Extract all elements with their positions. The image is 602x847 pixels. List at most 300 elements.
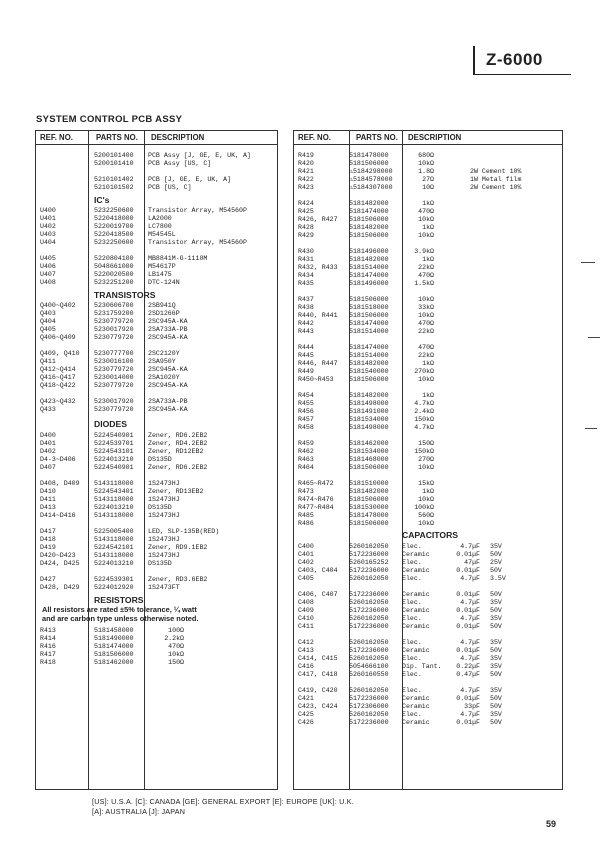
description-cell: Zener, RD6.2EB2 (148, 464, 208, 471)
description-cell: PCB Assy [US, C] (148, 160, 212, 167)
table-row (36, 390, 277, 398)
ref-cell: D420~D423 (40, 552, 76, 559)
table-row (294, 512, 562, 520)
table-row (294, 240, 562, 248)
part-number-cell: 5172236000 (349, 591, 389, 598)
table-row (36, 643, 277, 651)
ref-cell: D428, D429 (40, 584, 80, 591)
header-description: DESCRIPTION (151, 133, 205, 142)
description-cell: 2SB941Q (148, 302, 176, 309)
table-row (294, 224, 562, 232)
part-number-cell: 5232250600 (94, 207, 134, 214)
part-number-cell: 5230017920 (94, 398, 134, 405)
ref-cell: R414 (40, 635, 56, 642)
table-row (294, 288, 562, 296)
ref-cell: C409 (298, 607, 314, 614)
table-row (294, 488, 562, 496)
part-number-cell: 5224540901 (94, 432, 134, 439)
table-row (294, 296, 562, 304)
table-row (294, 264, 562, 272)
ref-cell: R456 (298, 408, 314, 415)
part-number-cell: 5260162050 (349, 543, 389, 550)
part-number-cell: 5172236000 (349, 567, 389, 574)
description-cell: PCB [J, GE, E, UK, A] (148, 176, 232, 183)
part-number-cell: 5220418500 (94, 231, 134, 238)
description-cell: LB1475 (148, 271, 172, 278)
ref-cell: C411 (298, 623, 314, 630)
part-number-cell: 5048661000 (94, 263, 134, 270)
table-row (36, 152, 277, 160)
ref-cell: R458 (298, 424, 314, 431)
voltage-cell: 50V (490, 647, 502, 654)
part-number-cell: 5181506000 (349, 496, 389, 503)
description-cell: Zener, RD13EB2 (148, 488, 204, 495)
ref-cell: D400 (40, 432, 56, 439)
part-number-cell: 5181534000 (349, 448, 389, 455)
voltage-cell: 25V (490, 559, 502, 566)
ref-cell: R462 (298, 448, 314, 455)
part-number-cell: 5210101402 (94, 176, 134, 183)
table-row (36, 318, 277, 326)
value-cell: 22kΩ (418, 264, 434, 271)
part-number-cell: 5220418000 (94, 215, 134, 222)
part-number-cell: 5230017920 (94, 326, 134, 333)
part-number-cell: 5231759200 (94, 310, 134, 317)
ref-cell: R418 (40, 659, 56, 666)
table-row (36, 480, 277, 488)
table-row (294, 695, 562, 703)
value-cell: 0.22μF (456, 663, 480, 670)
ref-cell: D401 (40, 440, 56, 447)
table-row (294, 583, 562, 591)
table-row (36, 560, 277, 568)
part-number-cell: 5181540000 (349, 368, 389, 375)
description-cell: M54617P (148, 263, 176, 270)
part-number-cell: 5232251200 (94, 279, 134, 286)
ref-cell: Q405 (40, 326, 56, 333)
voltage-cell: 35V (490, 639, 502, 646)
ref-cell: C425 (298, 711, 314, 718)
table-row (294, 192, 562, 200)
ref-cell: Q423~Q432 (40, 398, 76, 405)
table-row (294, 575, 562, 583)
ref-cell: R417 (40, 651, 56, 658)
ref-cell: Q412~Q414 (40, 366, 76, 373)
ref-cell: R465~R472 (298, 480, 334, 487)
ics-heading: IC's (94, 195, 110, 205)
parts-table-right (293, 130, 563, 790)
value-cell: 10Ω (422, 184, 434, 191)
table-row (36, 568, 277, 576)
table-row (36, 366, 277, 374)
value-cell: 1kΩ (422, 224, 434, 231)
value-cell: 15kΩ (418, 480, 434, 487)
ref-cell: D410 (40, 488, 56, 495)
description-cell: 1S2473HJ (148, 552, 180, 559)
table-row (36, 374, 277, 382)
table-row (294, 671, 562, 679)
value-cell: 100kΩ (414, 504, 434, 511)
table-row (36, 334, 277, 342)
description-cell: Transistor Array, M54560P (148, 239, 247, 246)
value-cell: 4.7μF (460, 711, 480, 718)
type-cell: Elec. (402, 559, 422, 566)
table-row (36, 326, 277, 334)
ref-cell: Q409, Q410 (40, 350, 80, 357)
table-row (294, 408, 562, 416)
part-number-cell: 5260165252 (349, 559, 389, 566)
resistor-note: All resistors are rated ±5% tolerance, ¼ watt (42, 605, 197, 614)
value-cell: 10kΩ (418, 312, 434, 319)
part-number-cell: 5181498000 (349, 400, 389, 407)
ref-cell: R413 (40, 627, 56, 634)
voltage-cell: 3.5V (490, 575, 506, 582)
part-number-cell: 5143118000 (94, 512, 134, 519)
ref-cell: Q403 (40, 310, 56, 317)
voltage-cell: 35V (490, 543, 502, 550)
table-row (36, 627, 277, 635)
note-cell: 1W Metal film (470, 176, 522, 183)
margin-mark (581, 262, 595, 263)
ref-cell: R437 (298, 296, 314, 303)
ref-cell: R473 (298, 488, 314, 495)
ref-cell: R443 (298, 328, 314, 335)
value-cell: 4.7μF (460, 655, 480, 662)
part-number-cell: 5230779720 (94, 318, 134, 325)
value-cell: 33pF (464, 703, 480, 710)
ref-cell: D414~D416 (40, 512, 76, 519)
ref-cell: Q411 (40, 358, 56, 365)
part-number-cell: 5143118000 (94, 496, 134, 503)
ref-cell: D418 (40, 536, 56, 543)
ref-cell: C400 (298, 543, 314, 550)
table-row (294, 384, 562, 392)
table-row (294, 312, 562, 320)
part-number-cell: 5181491000 (349, 408, 389, 415)
type-cell: Ceramic (402, 567, 430, 574)
table-row (294, 432, 562, 440)
ref-cell: Q404 (40, 318, 56, 325)
table-row (36, 398, 277, 406)
part-number-cell: 5181482000 (349, 224, 389, 231)
description-cell: Zener, RD4.2EB2 (148, 440, 208, 447)
part-number-cell: 5181496000 (349, 280, 389, 287)
table-row (294, 543, 562, 551)
part-number-cell: 5181506000 (349, 464, 389, 471)
value-cell: 1kΩ (422, 392, 434, 399)
value-cell: 22kΩ (418, 328, 434, 335)
type-cell: Elec. (402, 655, 422, 662)
voltage-cell: 35V (490, 687, 502, 694)
type-cell: Ceramic (402, 647, 430, 654)
ref-cell: R424 (298, 200, 314, 207)
type-cell: Elec. (402, 639, 422, 646)
table-row (36, 584, 277, 592)
table-row (294, 679, 562, 687)
voltage-cell: 35V (490, 655, 502, 662)
voltage-cell: 50V (490, 607, 502, 614)
part-number-cell: 5230016100 (94, 358, 134, 365)
table-row (36, 528, 277, 536)
part-number-cell: 5181506000 (349, 216, 389, 223)
ref-cell: C423, C424 (298, 703, 338, 710)
table-row (294, 160, 562, 168)
table-row (36, 432, 277, 440)
part-number-cell: 5181514000 (349, 328, 389, 335)
value-cell: 10kΩ (418, 464, 434, 471)
description-cell: Zener, RD3.6EB2 (148, 576, 208, 583)
part-number-cell: 5181518000 (349, 304, 389, 311)
part-number-cell: 5181490000 (94, 635, 134, 642)
part-number-cell: 5181474000 (349, 344, 389, 351)
table-row (294, 631, 562, 639)
value-cell: 22kΩ (418, 352, 434, 359)
type-cell: Elec. (402, 687, 422, 694)
table-row (294, 376, 562, 384)
description-cell: 2SC2120Y (148, 350, 180, 357)
value-cell: 470Ω (418, 320, 434, 327)
ref-cell: D402 (40, 448, 56, 455)
part-number-cell: ⚠5184307000 (349, 184, 393, 191)
ref-cell: D408, D409 (40, 480, 80, 487)
ref-cell: R455 (298, 400, 314, 407)
part-number-cell: 5230779720 (94, 334, 134, 341)
ref-cell: R463 (298, 456, 314, 463)
type-cell: Ceramic (402, 551, 430, 558)
table-row (36, 168, 277, 176)
table-row (294, 504, 562, 512)
part-number-cell: 5181496000 (349, 248, 389, 255)
ref-cell: R431 (298, 256, 314, 263)
table-row (36, 456, 277, 464)
description-cell: 2SC945A-KA (148, 382, 188, 389)
ref-cell: Q433 (40, 406, 56, 413)
table-row (36, 448, 277, 456)
diodes-heading: DIODES (94, 419, 127, 429)
ref-cell: Q416~Q417 (40, 374, 76, 381)
value-cell: 150kΩ (414, 416, 434, 423)
description-cell: DS135D (148, 504, 172, 511)
table-row (294, 567, 562, 575)
ref-cell: U404 (40, 239, 56, 246)
table-row (36, 223, 277, 231)
table-row (294, 304, 562, 312)
table-row (36, 247, 277, 255)
value-cell: 270Ω (418, 456, 434, 463)
value-cell: 10kΩ (418, 496, 434, 503)
part-number-cell: 5172236000 (349, 695, 389, 702)
header-parts-no: PARTS NO. (96, 133, 138, 142)
table-row (294, 280, 562, 288)
table-row (36, 651, 277, 659)
table-row (294, 551, 562, 559)
ref-cell: R457 (298, 416, 314, 423)
table-row (36, 635, 277, 643)
ref-cell: D413 (40, 504, 56, 511)
table-row (294, 248, 562, 256)
value-cell: 2.4kΩ (414, 408, 434, 415)
value-cell: 3.9kΩ (414, 248, 434, 255)
type-cell: Ceramic (402, 695, 430, 702)
resistors-heading: RESISTORS (94, 595, 144, 605)
value-cell: 0.01μF (456, 551, 480, 558)
table-row (294, 703, 562, 711)
part-number-cell: 5260162050 (349, 599, 389, 606)
value-cell: 4.7μF (460, 599, 480, 606)
ref-cell: C410 (298, 615, 314, 622)
ref-cell: D411 (40, 496, 56, 503)
ref-cell: R477~R484 (298, 504, 334, 511)
part-number-cell: 5220020500 (94, 271, 134, 278)
table-row (294, 639, 562, 647)
ref-cell: R420 (298, 160, 314, 167)
value-cell: 100Ω (168, 627, 184, 634)
ref-cell: R440, R441 (298, 312, 338, 319)
ref-cell: D427 (40, 576, 56, 583)
value-cell: 33kΩ (418, 304, 434, 311)
region-legend-line2: [A]: AUSTRALIA [J]: JAPAN (92, 807, 186, 816)
value-cell: 4.7kΩ (414, 424, 434, 431)
value-cell: 270kΩ (414, 368, 434, 375)
ref-cell: R454 (298, 392, 314, 399)
value-cell: 0.01μF (456, 567, 480, 574)
part-number-cell: 5172236000 (349, 719, 389, 726)
ref-cell: R416 (40, 643, 56, 650)
type-cell: Ceramic (402, 607, 430, 614)
value-cell: 4.7kΩ (414, 400, 434, 407)
value-cell: 0.01μF (456, 695, 480, 702)
ref-cell: U403 (40, 231, 56, 238)
type-cell: Dip. Tant. (402, 663, 442, 670)
table-row (294, 623, 562, 631)
value-cell: 4.7μF (460, 543, 480, 550)
table-row (294, 400, 562, 408)
ref-cell: R428 (298, 224, 314, 231)
ref-cell: R450~R453 (298, 376, 334, 383)
ref-cell: Q400~Q402 (40, 302, 76, 309)
table-row (294, 344, 562, 352)
part-number-cell: 5260162050 (349, 639, 389, 646)
part-number-cell: 5181478000 (349, 152, 389, 159)
description-cell: 1S2473FT (148, 584, 180, 591)
table-row (294, 424, 562, 432)
table-row (294, 647, 562, 655)
table-row (294, 520, 562, 528)
value-cell: 4.7μF (460, 575, 480, 582)
note-cell: 2W Cement 10% (470, 168, 522, 175)
table-row (36, 160, 277, 168)
value-cell: 680Ω (418, 152, 434, 159)
part-number-cell: 5230779720 (94, 366, 134, 373)
table-row (36, 358, 277, 366)
part-number-cell: 5260162050 (349, 615, 389, 622)
note-cell: 2W Cement 10% (470, 184, 522, 191)
ref-cell: R438 (298, 304, 314, 311)
part-number-cell: 5143118000 (94, 480, 134, 487)
table-row (294, 440, 562, 448)
table-row (294, 152, 562, 160)
transistors-heading: TRANSISTORS (94, 290, 156, 300)
voltage-cell: 50V (490, 551, 502, 558)
ref-cell: U406 (40, 263, 56, 270)
part-number-cell: 5181506000 (349, 312, 389, 319)
table-row (294, 711, 562, 719)
ref-cell: R444 (298, 344, 314, 351)
value-cell: 150Ω (418, 440, 434, 447)
ref-cell: U407 (40, 271, 56, 278)
header-ref-no: REF. NO. (40, 133, 73, 142)
ref-cell: D417 (40, 528, 56, 535)
table-row (294, 687, 562, 695)
part-number-cell: 5181482000 (349, 200, 389, 207)
table-row (294, 360, 562, 368)
part-number-cell: 5260162050 (349, 687, 389, 694)
ref-cell: R442 (298, 320, 314, 327)
description-cell: 2SA950Y (148, 358, 176, 365)
table-row (36, 544, 277, 552)
ref-cell: C414, C415 (298, 655, 338, 662)
description-cell: 1S2473HJ (148, 536, 180, 543)
table-row (294, 168, 562, 176)
table-row (294, 719, 562, 727)
part-number-cell: 5181506000 (349, 160, 389, 167)
ref-cell: C413 (298, 647, 314, 654)
voltage-cell: 35V (490, 711, 502, 718)
description-cell: Zener, RD12EB2 (148, 448, 204, 455)
part-number-cell: 5172306000 (349, 703, 389, 710)
part-number-cell: 5260162050 (349, 655, 389, 662)
table-row (36, 176, 277, 184)
value-cell: 10kΩ (418, 296, 434, 303)
part-number-cell: 5172236000 (349, 623, 389, 630)
part-number-cell: 5224013210 (94, 560, 134, 567)
model-rule-vertical (473, 46, 475, 74)
table-row (36, 520, 277, 528)
value-cell: 470Ω (418, 208, 434, 215)
value-cell: 0.01μF (456, 623, 480, 630)
table-row (36, 207, 277, 215)
value-cell: 1.8Ω (418, 168, 434, 175)
table-row (36, 382, 277, 390)
type-cell: Elec. (402, 599, 422, 606)
voltage-cell: 50V (490, 695, 502, 702)
margin-mark (585, 428, 597, 429)
part-number-cell: 5181474000 (349, 272, 389, 279)
table-row (294, 272, 562, 280)
table-row (36, 576, 277, 584)
description-cell: 2SC945A-KA (148, 366, 188, 373)
table-row (294, 328, 562, 336)
table-row (294, 456, 562, 464)
ref-cell: R422 (298, 176, 314, 183)
part-number-cell: 5220019700 (94, 223, 134, 230)
table-row (294, 336, 562, 344)
table-row (294, 472, 562, 480)
value-cell: 150Ω (168, 659, 184, 666)
header-parts-no: PARTS NO. (356, 133, 398, 142)
value-cell: 1.5kΩ (414, 280, 434, 287)
model-number: Z-6000 (486, 50, 543, 69)
table-row (294, 208, 562, 216)
description-cell: PCB Assy [J, GE, E, UK, A] (148, 152, 251, 159)
part-number-cell: 5224540901 (94, 464, 134, 471)
part-number-cell: 5224013210 (94, 456, 134, 463)
voltage-cell: 35V (490, 615, 502, 622)
part-number-cell: 5260162050 (349, 711, 389, 718)
table-row (294, 663, 562, 671)
table-row (36, 496, 277, 504)
voltage-cell: 50V (490, 719, 502, 726)
